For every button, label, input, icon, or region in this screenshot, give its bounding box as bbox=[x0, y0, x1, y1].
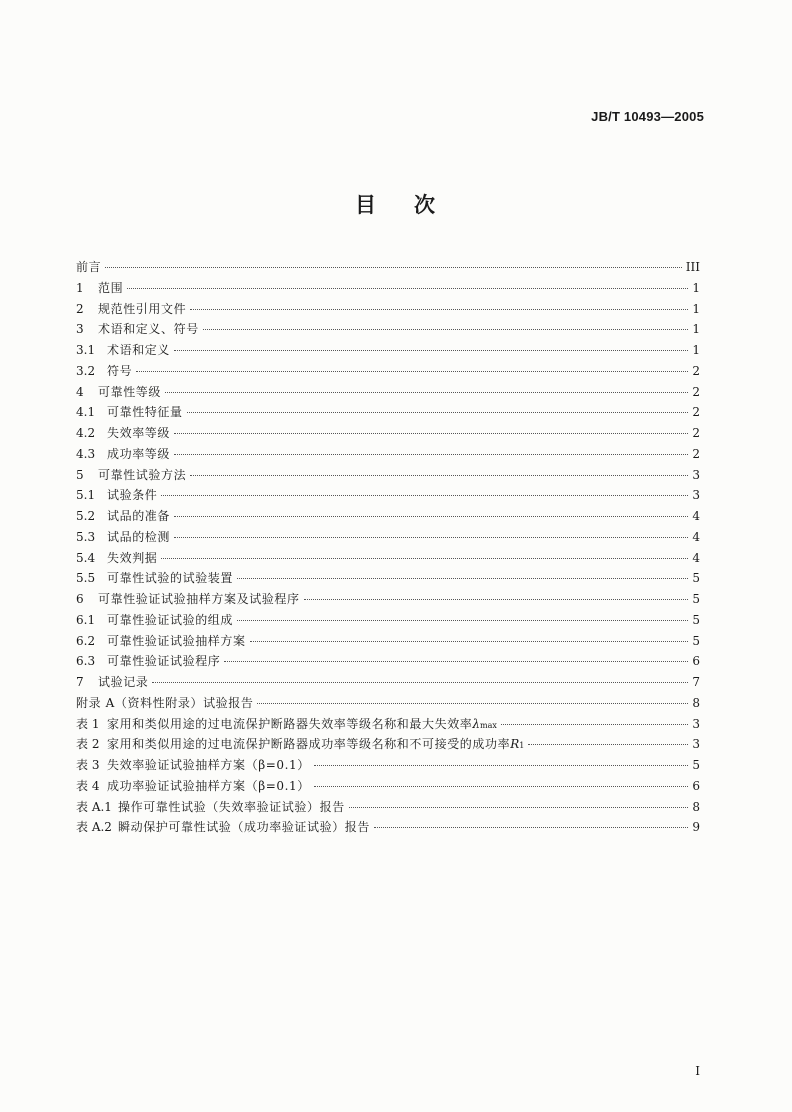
toc-entry-page: 4 bbox=[692, 550, 700, 565]
toc-entry-title: 试验记录 bbox=[98, 675, 149, 689]
toc-entry-page: 6 bbox=[692, 778, 700, 793]
toc-leader-dots bbox=[127, 288, 688, 289]
toc-leader-dots bbox=[203, 329, 688, 330]
toc-entry-number: 3 bbox=[76, 322, 84, 337]
toc-entry-title: 家用和类似用途的过电流保护断路器成功率等级名称和不可接受的成功率 bbox=[107, 737, 511, 752]
toc-entry-number: 6.3 bbox=[76, 654, 96, 669]
toc-entry[interactable] bbox=[76, 548, 700, 569]
toc-entry-symbol-subscript: max bbox=[480, 720, 497, 730]
toc-entry[interactable] bbox=[76, 568, 700, 589]
toc-entry-page: 8 bbox=[692, 695, 700, 710]
toc-entry-page: 4 bbox=[692, 509, 700, 523]
toc-leader-dots bbox=[174, 433, 688, 434]
toc-entry[interactable] bbox=[76, 527, 700, 548]
toc-entry-page: 2 bbox=[692, 426, 700, 440]
toc-entry-title: 失效率等级 bbox=[107, 426, 171, 440]
toc-leader-dots bbox=[152, 682, 688, 683]
toc-entry-title: 可靠性验证试验抽样方案 bbox=[107, 633, 246, 648]
toc-leader-dots bbox=[314, 786, 688, 787]
toc-entry[interactable] bbox=[76, 299, 700, 320]
toc-entry-title: 失效率验证试验抽样方案（β=0.1） bbox=[107, 758, 310, 772]
toc-entry-number: 2 bbox=[76, 301, 84, 316]
toc-entry-number: 6.2 bbox=[76, 633, 96, 648]
toc-entry-number: 5.4 bbox=[76, 550, 96, 565]
toc-leader-dots bbox=[190, 475, 688, 476]
toc-entry[interactable] bbox=[76, 257, 700, 278]
toc-entry-title: 范围 bbox=[98, 280, 124, 295]
toc-entry-title: 术语和定义 bbox=[107, 343, 171, 357]
toc-entry-page: 2 bbox=[692, 363, 700, 378]
toc-entry-number: 5.5 bbox=[76, 571, 96, 586]
toc-leader-dots bbox=[174, 537, 688, 538]
toc-entry[interactable] bbox=[76, 672, 700, 693]
page-title bbox=[0, 189, 792, 219]
toc-entry-page: 3 bbox=[692, 716, 700, 731]
toc-entry-page: 1 bbox=[692, 280, 700, 295]
toc-entry-number: 表 2 bbox=[76, 737, 100, 752]
toc-entry-title: 失效判据 bbox=[107, 550, 158, 565]
toc-leader-dots bbox=[250, 641, 688, 642]
toc-entry-number: 表 1 bbox=[76, 716, 100, 731]
toc-leader-dots bbox=[349, 807, 688, 808]
toc-entry[interactable] bbox=[76, 382, 700, 403]
toc-entry-title: 可靠性验证试验抽样方案及试验程序 bbox=[98, 592, 300, 606]
toc-leader-dots bbox=[161, 558, 688, 559]
toc-entry-page: 3 bbox=[692, 467, 700, 482]
toc-entry[interactable] bbox=[76, 506, 700, 527]
toc-leader-dots bbox=[304, 599, 688, 600]
toc-leader-dots bbox=[528, 744, 688, 745]
toc-entry-page: 4 bbox=[692, 529, 700, 544]
toc-entry-number: 1 bbox=[76, 280, 84, 295]
toc-entry-page: 3 bbox=[692, 737, 700, 752]
toc-leader-dots bbox=[224, 661, 688, 662]
toc-entry-number: 3.1 bbox=[76, 343, 96, 357]
table-of-contents bbox=[76, 257, 700, 838]
toc-entry-page: 2 bbox=[692, 446, 700, 461]
toc-entry-page: 1 bbox=[692, 301, 700, 316]
toc-entry-page: 1 bbox=[692, 343, 700, 357]
toc-leader-dots bbox=[257, 703, 688, 704]
toc-entry-title: 瞬动保护可靠性试验（成功率验证试验）报告 bbox=[118, 820, 371, 835]
toc-entry-title: 家用和类似用途的过电流保护断路器失效率等级名称和最大失效率 bbox=[107, 716, 473, 731]
toc-entry[interactable] bbox=[76, 340, 700, 361]
toc-entry-title: 成功率验证试验抽样方案（β=0.1） bbox=[107, 778, 310, 793]
toc-entry-symbol: R bbox=[510, 737, 520, 752]
title-char-2: 次 bbox=[414, 192, 437, 217]
toc-entry[interactable] bbox=[76, 651, 700, 672]
toc-leader-dots bbox=[501, 724, 688, 725]
toc-leader-dots bbox=[105, 267, 682, 268]
toc-entry-page: 5 bbox=[692, 592, 700, 606]
toc-entry[interactable] bbox=[76, 319, 700, 340]
toc-leader-dots bbox=[136, 371, 688, 372]
toc-entry-title: 试品的准备 bbox=[107, 509, 171, 523]
standard-number: JB/T 10493—2005 bbox=[591, 109, 704, 124]
toc-entry-page: 2 bbox=[692, 405, 700, 420]
toc-entry[interactable] bbox=[76, 734, 700, 755]
toc-entry-number: 6 bbox=[76, 592, 84, 606]
toc-entry-page: III bbox=[685, 260, 700, 274]
toc-entry-title: 术语和定义、符号 bbox=[98, 322, 199, 337]
title-char-1: 目 bbox=[355, 192, 378, 217]
toc-entry-number: 3.2 bbox=[76, 363, 96, 378]
toc-entry-title: 试品的检测 bbox=[107, 529, 171, 544]
toc-leader-dots bbox=[374, 827, 688, 828]
toc-entry-number: 表 4 bbox=[76, 778, 100, 793]
toc-entry[interactable] bbox=[76, 402, 700, 423]
toc-entry[interactable] bbox=[76, 817, 700, 838]
toc-entry-page: 2 bbox=[692, 384, 700, 399]
toc-entry-number: 5.2 bbox=[76, 509, 96, 523]
toc-entry-title: 操作可靠性试验（失效率验证试验）报告 bbox=[118, 799, 345, 814]
toc-entry-title: 前言 bbox=[76, 260, 102, 274]
toc-entry-number: 5.1 bbox=[76, 488, 96, 503]
toc-entry[interactable] bbox=[76, 755, 700, 776]
toc-leader-dots bbox=[237, 620, 688, 621]
toc-entry-symbol-subscript: 1 bbox=[519, 741, 525, 751]
toc-leader-dots bbox=[237, 578, 688, 579]
toc-entry[interactable] bbox=[76, 485, 700, 506]
toc-leader-dots bbox=[165, 392, 688, 393]
toc-entry-page: 5 bbox=[692, 571, 700, 586]
toc-entry-page: 3 bbox=[692, 488, 700, 503]
toc-entry-number: 4 bbox=[76, 384, 84, 399]
toc-entry[interactable] bbox=[76, 444, 700, 465]
toc-leader-dots bbox=[174, 454, 688, 455]
toc-entry-symbol: λ bbox=[472, 716, 481, 731]
toc-entry[interactable] bbox=[76, 631, 700, 652]
toc-entry-number: 4.3 bbox=[76, 446, 96, 461]
toc-entry-title: 可靠性试验方法 bbox=[98, 467, 187, 482]
toc-leader-dots bbox=[187, 412, 688, 413]
toc-leader-dots bbox=[174, 350, 688, 351]
toc-entry[interactable] bbox=[76, 610, 700, 631]
toc-entry-number: 5 bbox=[76, 467, 84, 482]
toc-entry[interactable] bbox=[76, 465, 700, 486]
page-folio: I bbox=[695, 1064, 700, 1078]
toc-entry-page: 5 bbox=[692, 612, 700, 627]
toc-leader-dots bbox=[174, 516, 688, 517]
toc-entry-page: 6 bbox=[692, 654, 700, 669]
toc-entry-title: 符号 bbox=[107, 363, 133, 378]
toc-entry-title: 试验条件 bbox=[107, 488, 158, 503]
toc-leader-dots bbox=[190, 309, 688, 310]
toc-entry[interactable] bbox=[76, 797, 700, 818]
toc-entry-number: 5.3 bbox=[76, 529, 96, 544]
toc-entry-number: 表 A.1 bbox=[76, 799, 112, 814]
toc-entry-title: 可靠性验证试验程序 bbox=[107, 654, 221, 669]
toc-entry-page: 1 bbox=[692, 322, 700, 337]
toc-entry[interactable] bbox=[76, 693, 700, 714]
toc-entry-number: 表 3 bbox=[76, 758, 100, 772]
toc-entry-number: 表 A.2 bbox=[76, 820, 112, 835]
toc-entry-number: 4.1 bbox=[76, 405, 96, 420]
toc-entry-number: 4.2 bbox=[76, 426, 96, 440]
toc-entry-page: 5 bbox=[692, 633, 700, 648]
toc-entry-title: 可靠性验证试验的组成 bbox=[107, 612, 234, 627]
toc-entry[interactable] bbox=[76, 278, 700, 299]
toc-entry[interactable] bbox=[76, 361, 700, 382]
toc-entry-title: 规范性引用文件 bbox=[98, 301, 187, 316]
toc-entry-title: 可靠性特征量 bbox=[107, 405, 183, 420]
toc-entry-number: 6.1 bbox=[76, 612, 96, 627]
toc-entry-title: 附录 A（资料性附录）试验报告 bbox=[76, 695, 254, 710]
toc-entry[interactable] bbox=[76, 714, 700, 735]
toc-entry-page: 8 bbox=[692, 799, 700, 814]
toc-leader-dots bbox=[314, 765, 688, 766]
toc-entry-number: 7 bbox=[76, 675, 84, 689]
toc-entry[interactable] bbox=[76, 776, 700, 797]
toc-entry[interactable] bbox=[76, 589, 700, 610]
toc-entry-title: 可靠性试验的试验装置 bbox=[107, 571, 234, 586]
toc-entry[interactable] bbox=[76, 423, 700, 444]
toc-entry-page: 9 bbox=[692, 820, 700, 835]
toc-entry-title: 可靠性等级 bbox=[98, 384, 162, 399]
toc-leader-dots bbox=[161, 495, 688, 496]
toc-entry-page: 7 bbox=[692, 675, 700, 689]
toc-entry-title: 成功率等级 bbox=[107, 446, 171, 461]
toc-entry-page: 5 bbox=[692, 758, 700, 772]
